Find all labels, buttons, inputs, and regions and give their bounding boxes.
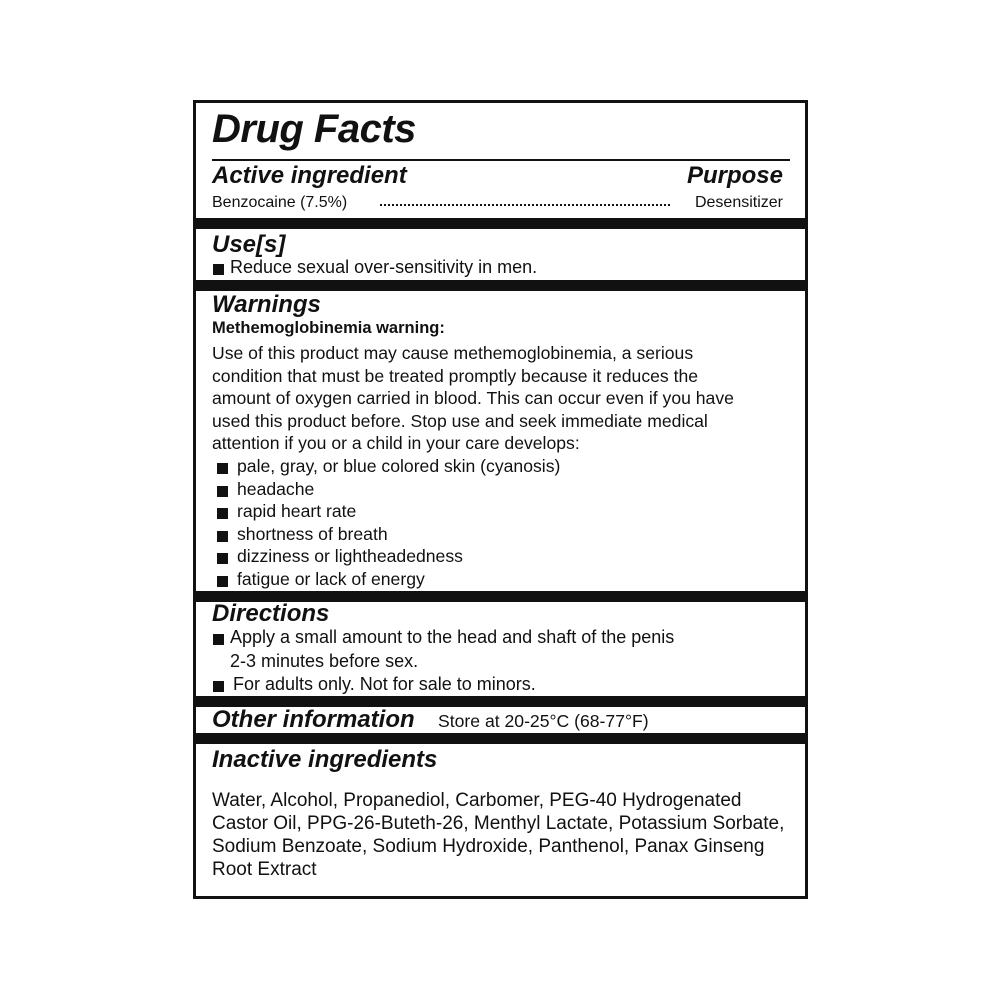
section-divider xyxy=(196,218,805,229)
bullet-icon xyxy=(217,463,228,474)
warning-symptom-item: dizziness or lightheadedness xyxy=(237,546,463,566)
directions-item-continued: 2-3 minutes before sex. xyxy=(230,651,419,671)
storage-text: Store at 20-25°C (68-77°F) xyxy=(438,711,649,731)
bullet-icon xyxy=(217,576,228,587)
uses-heading: Use[s] xyxy=(212,231,286,258)
warning-symptom-item: fatigue or lack of energy xyxy=(237,569,425,589)
purpose-heading: Purpose xyxy=(686,162,783,189)
warning-symptom-item: shortness of breath xyxy=(237,524,388,544)
warning-symptom-item: pale, gray, or blue colored skin (cyanosis) xyxy=(237,456,561,476)
other-information-heading: Other information xyxy=(212,706,415,733)
bullet-icon xyxy=(217,486,228,497)
bullet-icon xyxy=(213,264,224,275)
drug-facts-title: Drug Facts xyxy=(212,107,416,151)
bullet-icon xyxy=(213,634,224,645)
warning-text-line: condition that must be treated promptly because it reduces the xyxy=(212,366,699,386)
bullet-icon xyxy=(217,531,228,542)
warning-text-line: used this product before. Stop use and seek immediate medical xyxy=(212,411,708,431)
warning-symptom-item: headache xyxy=(237,479,315,499)
inactive-ingredients-heading: Inactive ingredients xyxy=(212,746,438,773)
section-divider xyxy=(196,280,805,291)
bullet-icon xyxy=(217,553,228,564)
warning-text-line: Use of this product may cause methemoglobinemia, a serious xyxy=(212,343,694,363)
section-divider xyxy=(196,733,805,744)
directions-item: For adults only. Not for sale to minors. xyxy=(233,674,536,694)
active-ingredient-purpose: Desensitizer xyxy=(694,194,783,211)
directions-item: Apply a small amount to the head and shaft of the penis xyxy=(230,627,675,647)
bullet-icon xyxy=(213,681,224,692)
title-divider xyxy=(212,159,790,161)
uses-item: Reduce sexual over-sensitivity in men. xyxy=(230,257,538,277)
active-ingredient-name: Benzocaine (7.5%) xyxy=(212,194,348,211)
bullet-icon xyxy=(217,508,228,519)
drug-facts-panel xyxy=(193,100,808,899)
warning-text-line: amount of oxygen carried in blood. This can occur even if you have xyxy=(212,388,734,408)
inactive-ingredients-text: Water, Alcohol, Propanediol, Carbomer, PEG-40 Hydrogenated Castor Oil, PPG-26-Buteth-26, Menthyl Lactate, Potassium Sorbate, Sodium Benzoate, Sodium Hydroxide, Panthenol, Panax Ginseng Root Extract xyxy=(212,790,785,880)
directions-heading: Directions xyxy=(212,600,330,627)
leader-dots xyxy=(380,204,670,206)
active-ingredient-heading: Active ingredient xyxy=(212,162,407,189)
warning-symptom-item: rapid heart rate xyxy=(237,501,357,521)
methemoglobinemia-subheading: Methemoglobinemia warning: xyxy=(212,319,445,337)
warning-text-line: attention if you or a child in your care develops: xyxy=(212,433,580,453)
warnings-heading: Warnings xyxy=(212,291,321,318)
